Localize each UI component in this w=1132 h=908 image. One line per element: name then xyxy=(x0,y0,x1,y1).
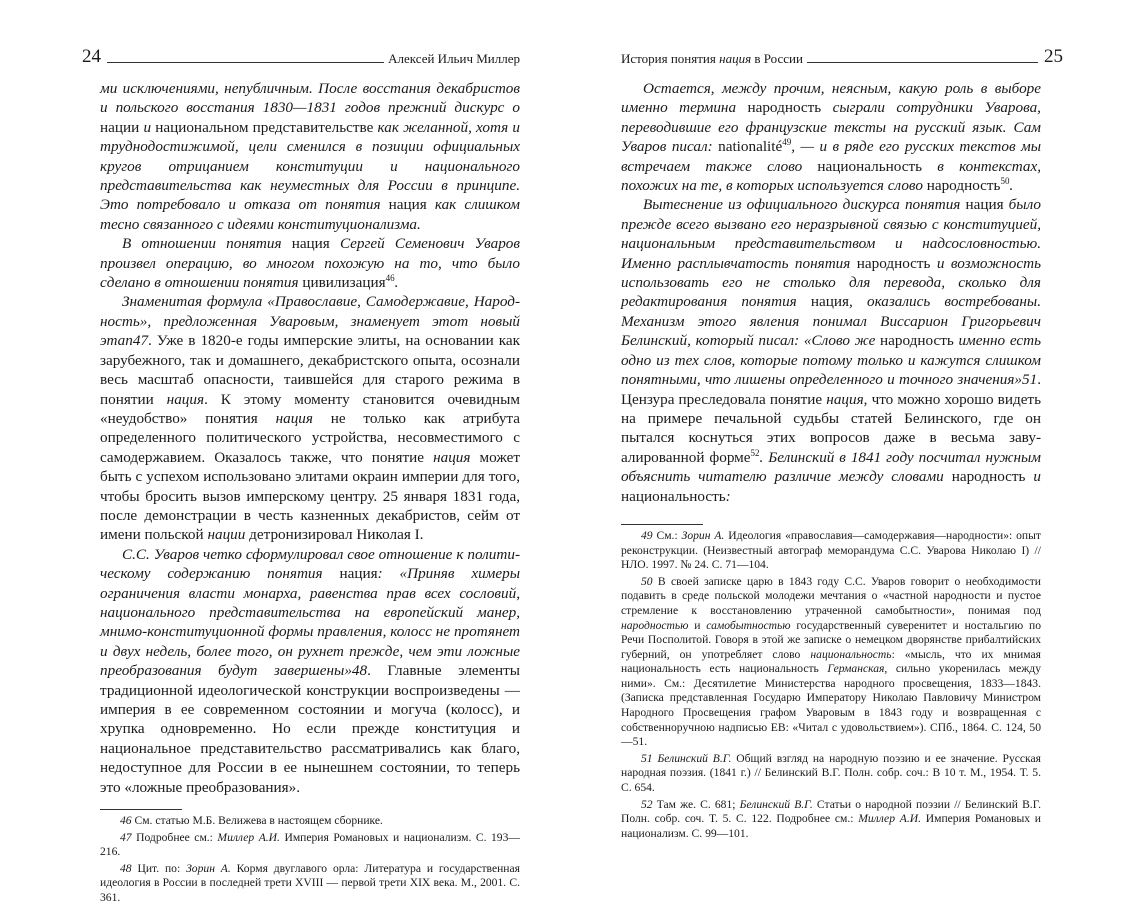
right-body-text xyxy=(621,79,1041,843)
text-run: нация xyxy=(291,235,330,253)
paragraph xyxy=(100,292,520,544)
italic-term: . xyxy=(1009,177,1014,195)
italic-term: и xyxy=(1025,468,1041,486)
italic-term: Знаменитая формула «Православие, Самодержавие, Народность», предложенная Уваровым, знаменует этот новый этап xyxy=(100,293,520,350)
text-run: Подробнее см.: xyxy=(131,830,218,844)
italic-term: нация xyxy=(433,448,471,466)
italic-term: в контекстах, похожих на те, в которых используется слово xyxy=(621,157,1041,195)
italic-term: 47 xyxy=(120,830,132,844)
italic-term: национальность xyxy=(810,647,892,661)
italic-term: 48 xyxy=(120,861,132,875)
italic-term: Белинский В.Г. xyxy=(657,751,732,765)
italic-term: как слишком тесно связанного с идеями конституционализма. xyxy=(100,196,520,233)
italic-term: . xyxy=(394,274,399,292)
italic-term: народностью xyxy=(621,618,689,632)
italic-term: Остается, между прочим, неясным, какую роль в выборе именно термина xyxy=(621,80,1041,117)
text-run: Общий взгляд на народную поэзию и ее значение. Русская народная поэзия. (1841 г.) // Белинский В.Г. Полн. собр. соч.: В 10 т. М., 1954. Т. 5. С. 654. xyxy=(621,751,1041,795)
header-rule xyxy=(807,62,1038,63)
text-run: : «мысль, что их мнимая национальность есть национальность xyxy=(621,647,1041,676)
left-page xyxy=(82,0,520,904)
italic-term: самобытностью xyxy=(706,618,791,632)
text-run: , что можно хорошо видеть на примере печальной судьбы статей Белинского, где он пытался коснуться этих вопросов даже в весьма завуалированной форме xyxy=(621,390,1041,466)
italic-term: В отношении понятия xyxy=(122,235,292,253)
paragraph xyxy=(621,195,1041,506)
running-head-title-italic: нация xyxy=(719,51,752,66)
text-run: См. статью М.Б. Велижева в настоящем сборнике. xyxy=(131,814,383,828)
italic-term: нация xyxy=(275,409,313,427)
page-number-left: 24 xyxy=(82,46,101,67)
italic-term: Белинский В.Г. xyxy=(739,797,813,811)
text-run: не только как атрибута определенного политического устройства, несовместимого с самодержавием. Оказалось также, что понятие xyxy=(100,409,520,466)
footnote xyxy=(100,862,520,906)
italic-term: , — и в ряде его русских текстов мы встречаем также слово xyxy=(621,138,1041,175)
italic-term: С.С. Уваров четко сформулировал свое отношение к политическому содержанию понятия xyxy=(100,545,520,583)
footnotes xyxy=(100,814,520,906)
text-run: . Главные элементы традиционной идеологической конструкции воспроизведены — империя в ее современном состоянии и могуча (колосс), и хрупка одновременно. Но если прежде конституция и национальное представительство рассматривались как благо, недоступное для России в ее нынешнем состоянии, то теперь это «ложные преобразования». xyxy=(100,662,520,796)
text-run: . Цензура преследовала понятие xyxy=(621,371,1041,408)
text-run: национальность xyxy=(817,157,923,175)
text-run: детронизировал Николая I. xyxy=(245,526,424,544)
text-run: нация xyxy=(388,196,427,214)
running-head-title-c: в России xyxy=(751,51,803,66)
running-head-author: Алексей Ильич Миллер xyxy=(388,51,520,66)
italic-term: . Белинский в 1841 году посчитал нужным объяснить читателю различие между словами xyxy=(621,448,1042,486)
page-number-right: 25 xyxy=(1044,46,1063,67)
footnote xyxy=(621,798,1041,842)
text-run: Статьи о народной поэзии // Белинский В.Г. Полн. собр. соч. Т. 5. С. 122. Подробнее см.: xyxy=(621,797,1041,826)
italic-term: Миллер А.И. xyxy=(858,812,921,826)
left-body-text xyxy=(100,79,520,908)
italic-term: Зорин А. xyxy=(681,528,725,542)
italic-term: 52 xyxy=(641,797,653,811)
italic-term: : xyxy=(725,487,731,505)
running-head-right xyxy=(621,46,1063,67)
paragraph xyxy=(100,234,520,292)
text-run: народность xyxy=(880,332,954,350)
footnote xyxy=(100,814,520,829)
text-run: Идеология «православия—самодержавия—народности»: опыт реконструкции. (Неизвестный автограф меморандума С.С. Уварова Николаю I) // НЛО. 1997. № 24. С. 71—104. xyxy=(621,528,1041,572)
footnote xyxy=(621,575,1041,750)
italic-term: : «Приняв химеры ограничения власти монарха, равенства прав всех сословий, национального представительства на европейский манер, мнимо-конституционной формы правления, колосс не протянет и двух недель, более того, он рухнет прежде, чем эти ложные преобразования будут завершены» xyxy=(100,565,520,680)
footnote xyxy=(100,831,520,860)
footnote-marker: 52 xyxy=(750,447,760,458)
paragraph xyxy=(100,79,520,234)
italic-term: нация xyxy=(826,390,864,408)
text-run: может быть с успехом использовано элитами окраин империи для того, чтобы бросить вызов имперскому центру. 25 января 1831 года, после демонстрации в честь казненных декабристов, сейм от имени польской xyxy=(100,448,520,544)
text-run: нация xyxy=(965,196,1004,214)
italic-term: 51 xyxy=(1022,371,1038,389)
italic-term: нация xyxy=(166,390,205,408)
text-run: Империя Романовых и национализм. С. 193—216. xyxy=(100,830,520,859)
italic-term: Германская, xyxy=(827,662,888,676)
italic-term: 48 xyxy=(351,662,368,680)
italic-term: Миллер А.И. xyxy=(217,830,280,844)
text-run: См.: xyxy=(652,528,682,542)
text-run: государственный суверенитет и ностальгию по Речи Посполитой. Говоря в этой же записке о немецком дворянстве прибалтийских губерний, он употребляет слово xyxy=(621,618,1041,661)
italic-term: как желанной, хотя и труднодостижимой, цели сменился в позиции официальных кругов отрицанием конституции и национального представительства как неуместных для России в принципе. Это потребовало и отказа от понятия xyxy=(100,118,520,214)
text-run: нация xyxy=(339,565,378,583)
italic-term: 49 xyxy=(641,528,653,542)
text-run: Цит. по: xyxy=(131,861,187,875)
footnotes xyxy=(621,529,1041,841)
footnote xyxy=(621,752,1041,796)
running-head-title-a: История понятия xyxy=(621,51,720,66)
text-run: сильно укоренилась между ними». См.: Десятилетие Министерства народного просвещения, 1833—1843. (Записка представленная Государю Императору Николаю Павловичу Министром Народного Просвещения графом Уваровым в 1843 году и возвращенная с собственноручною надписью ЕВ: «Читал с удовольствием»). СПб., 1864. С. 124, 50—51. xyxy=(621,662,1041,749)
footnote-rule xyxy=(621,524,703,525)
text-run: nationalité xyxy=(718,138,783,156)
footnote-marker: 50 xyxy=(1000,175,1010,186)
text-run: народность xyxy=(926,177,1001,195)
italic-term: и xyxy=(139,118,156,136)
text-run: . Уже в 1820-е годы имперские элиты, на основании как зарубежного, так и домашнего, декабристского опыта, осознали весь масштаб опасности, таившейся для старого режима в понятии xyxy=(100,332,520,408)
italic-term: Сергей Семенович Уваров произвел операцию, во многом похожую на то, что было сделано в отношении понятия xyxy=(100,235,520,292)
text-run: народность xyxy=(951,468,1026,486)
italic-term: , оказались востребованы. Механизм этого явления понимал Виссарион Григорьевич Белинский, который писал: «Слово же xyxy=(621,293,1041,350)
italic-term: и возможность использовать его не столько для перевода, сколько для редактирования понятия xyxy=(621,254,1041,311)
footnote-marker: 49 xyxy=(782,137,792,148)
italic-term: нации xyxy=(207,526,246,544)
right-page xyxy=(621,0,1063,840)
text-run: нации xyxy=(100,118,140,136)
italic-term: было прежде всего вызвано его неразрывной связью с конституцией, национальным представительством и надсословностью. Именно расплывчатость понятия xyxy=(621,196,1041,272)
header-rule xyxy=(107,62,384,63)
italic-term: 50 xyxy=(641,574,653,588)
italic-term: сыграли сотрудники Уварова, переводившие его французские тексты на русский язык. Сам Уваров писал: xyxy=(621,99,1041,156)
footnote xyxy=(621,529,1041,573)
italic-term: ми исключениями, непубличным. После восстания декабристов и польского восстания 1830—1831 годов прежний дискурс о xyxy=(100,80,520,117)
running-head-left xyxy=(82,46,520,67)
text-run: и xyxy=(688,618,707,632)
text-run: нация xyxy=(810,293,850,311)
running-head-title xyxy=(621,51,803,67)
italic-term: 51 xyxy=(641,751,653,765)
text-run: . К этому моменту становится очевидным «неудобство» понятия xyxy=(100,390,520,427)
text-run: В своей записке царю в 1843 году С.С. Уваров говорит о необходимости подавить в среде польской молодежи мечтания о «частной народности и пустое стремление к восстановлению утраченной самобытности», понимая под xyxy=(621,574,1041,617)
italic-term: Зорин А. xyxy=(186,861,231,875)
text-run: цивилизация xyxy=(302,274,386,292)
text-run: Империя Романовых и национализм. С. 99—101. xyxy=(621,812,1042,840)
text-run: народность xyxy=(856,254,931,272)
italic-term: 47 xyxy=(132,332,149,350)
paragraph xyxy=(621,79,1041,195)
text-run: национальность xyxy=(621,487,726,505)
italic-term: 46 xyxy=(120,814,132,828)
text-run: Там же. С. 681; xyxy=(652,797,740,811)
paragraph xyxy=(100,545,520,797)
italic-term: именно есть одно из тех слов, которые потому только и кажутся слишком понятными, что лишены определенного и точного значения» xyxy=(621,332,1041,389)
text-run: народность xyxy=(747,99,822,117)
italic-term: Вытеснение из официального дискурса понятия xyxy=(643,196,966,214)
footnote-rule xyxy=(100,809,182,810)
text-run: национальном представительстве xyxy=(155,118,374,136)
footnote-marker: 46 xyxy=(385,273,395,283)
text-run: Кормя двуглавого орла: Литература и государственная идеология в России в последней трети XVIII — первой трети XIX века. М., 2001. С. 361. xyxy=(100,861,520,904)
